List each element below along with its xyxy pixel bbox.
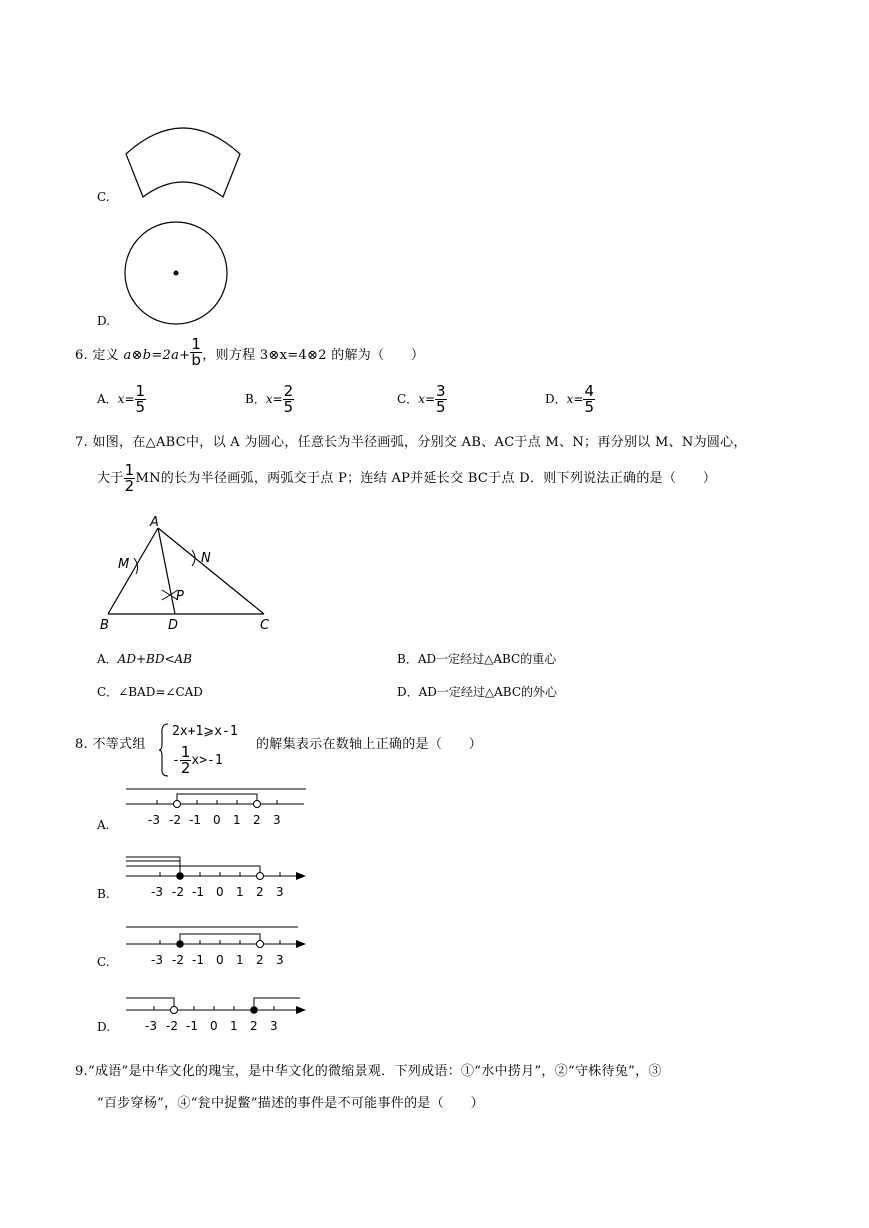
- svg-text:1: 1: [236, 885, 244, 899]
- svg-text:1: 1: [233, 813, 241, 827]
- q8-inequality-1: 2x+1⩾x-1: [172, 724, 238, 739]
- triangle-figure: [98, 510, 283, 635]
- svg-text:3: 3: [276, 885, 284, 899]
- svg-text:-1: -1: [189, 813, 201, 827]
- circle-figure: [120, 220, 232, 326]
- svg-text:2: 2: [256, 953, 264, 967]
- svg-text:-3: -3: [151, 885, 163, 899]
- svg-text:2: 2: [256, 885, 264, 899]
- option-c-label: C.: [97, 190, 110, 204]
- svg-text:-2: -2: [166, 1019, 178, 1033]
- svg-text:-2: -2: [169, 813, 181, 827]
- vertex-a-label: A: [150, 515, 159, 530]
- svg-text:-1: -1: [192, 953, 204, 967]
- vertex-b-label: B: [100, 618, 109, 633]
- point-m-label: M: [118, 557, 130, 572]
- point-n-label: N: [201, 551, 211, 566]
- q6-option-b: B．x= $\frac{2}{5}$: [245, 382, 294, 416]
- q8-option-d-label: D.: [97, 1020, 111, 1034]
- number-line-c: [122, 922, 312, 972]
- q6-definition: a⊗b=2a+: [123, 348, 191, 363]
- q8-option-c-label: C.: [97, 955, 110, 969]
- q7-line1: 7. 如图，在△ABC中，以 A 为圆心，任意长为半径画弧，分别交 AB、AC于点 M、N；再分别以 M、N为圆心，: [75, 435, 747, 450]
- q7-line2: 大于 $\frac{1}{2}$ MN的长为半径画弧，两弧交于点 P；连结 AP并延长交 BC于点 D．则下列说法正确的是（ ）: [97, 461, 717, 495]
- number-line-a: [122, 784, 312, 834]
- svg-text:-3: -3: [151, 953, 163, 967]
- q6-suffix: ，则方程 3⊗x=4⊗2 的解为（ ）: [202, 348, 425, 363]
- svg-text:-1: -1: [186, 1019, 198, 1033]
- svg-text:0: 0: [216, 953, 224, 967]
- svg-text:0: 0: [210, 1019, 218, 1033]
- system-brace: [158, 722, 170, 778]
- svg-text:3: 3: [273, 813, 281, 827]
- q9-line2: “百步穿杨”，④“瓮中捉鳖”描述的事件是不可能事件的是（ ）: [97, 1096, 484, 1111]
- svg-text:-2: -2: [172, 953, 184, 967]
- svg-text:0: 0: [216, 885, 224, 899]
- q8-prefix: 8. 不等式组: [75, 737, 146, 752]
- q6-def-fraction: $\frac{1}{b}$: [191, 335, 202, 369]
- svg-text:-1: -1: [192, 885, 204, 899]
- q6-option-a: A．x= $\frac{1}{5}$: [97, 382, 146, 416]
- q8-inequality-2: - $\frac{1}{2}$ x>-1: [172, 743, 223, 777]
- svg-text:3: 3: [276, 953, 284, 967]
- q6-number: 6.: [75, 348, 89, 363]
- svg-text:1: 1: [230, 1019, 238, 1033]
- svg-text:2: 2: [250, 1019, 258, 1033]
- q8-option-a-label: A.: [97, 818, 110, 832]
- question-6: [75, 335, 425, 369]
- q7-option-a: A．AD+BD<AB: [97, 652, 192, 666]
- svg-text:1: 1: [236, 953, 244, 967]
- q7-option-d: D．AD一定经过△ABC的外心: [397, 685, 558, 699]
- q9-line1: 9.“成语”是中华文化的瑰宝，是中华文化的微缩景观．下列成语：①“水中捞月”，②“守株待兔”，③: [75, 1064, 662, 1079]
- number-line-b: [122, 852, 312, 902]
- point-p-label: P: [176, 589, 184, 604]
- option-d-label: D.: [97, 314, 111, 328]
- q6-option-c: C．x= $\frac{3}{5}$: [397, 382, 446, 416]
- number-line-d: [122, 990, 312, 1040]
- q6-option-d: D．x= $\frac{4}{5}$: [545, 382, 594, 416]
- svg-text:0: 0: [213, 813, 221, 827]
- svg-text:-2: -2: [172, 885, 184, 899]
- svg-text:3: 3: [270, 1019, 278, 1033]
- q6-prefix: 定义: [92, 348, 120, 363]
- q7-option-b: B．AD一定经过△ABC的重心: [397, 652, 557, 666]
- annular-sector-figure: [120, 112, 250, 202]
- vertex-c-label: C: [260, 618, 270, 633]
- svg-text:2: 2: [253, 813, 261, 827]
- q8-suffix: 的解集表示在数轴上正确的是（ ）: [256, 737, 483, 752]
- point-d-label: D: [168, 618, 179, 633]
- svg-text:-3: -3: [145, 1019, 157, 1033]
- q8-option-b-label: B.: [97, 887, 110, 901]
- q7-option-c: C．∠BAD=∠CAD: [97, 685, 203, 699]
- svg-text:-3: -3: [148, 813, 160, 827]
